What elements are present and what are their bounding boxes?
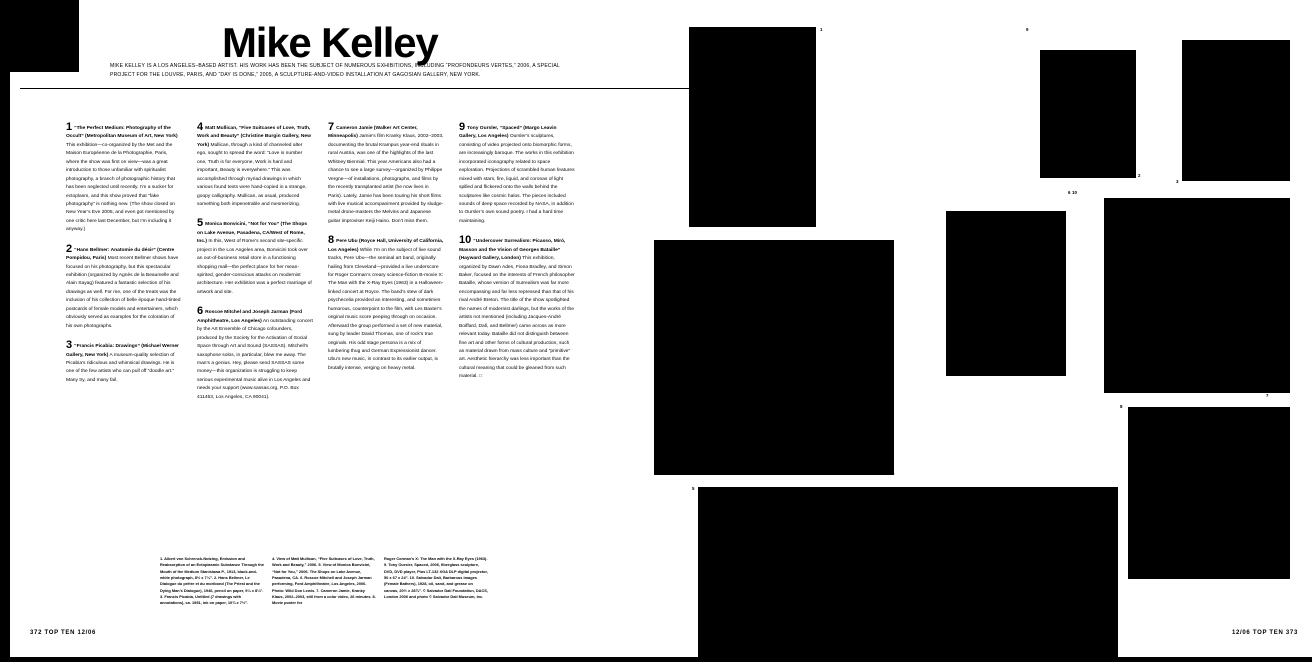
entry-number: 6 bbox=[197, 305, 204, 318]
plate-label-5: 5 bbox=[692, 486, 695, 491]
entry-body: A museum-quality selection of Picabia’s ridiculous and whimsical drawings. He is one of the few artists who can pull off “doodle art.” Many try, and many fail. bbox=[66, 352, 175, 383]
article-columns bbox=[66, 122, 644, 542]
list-item bbox=[66, 340, 182, 385]
page-corner-block bbox=[10, 0, 79, 72]
plate-image-1 bbox=[689, 27, 816, 227]
entry-number: 2 bbox=[66, 242, 73, 255]
entry-lead: Matt Mullican, “Five Suitcases of Love, Truth, Work and Beauty” (Christine Burgin Gallery, New York) bbox=[197, 126, 311, 148]
entry-body: This exhibition, organized by Dawn Ades, Fiona Bradley, and Simon Baker, focused on the interests of French philosopher Bataille, whose version of Surrealism was far more encompassing and far less repressed than that of his rival André Breton. The title of the show spotlighted the names of modernist darlings, but the works of the artists not mentioned (including Jacques-André Boiffard, Dalí, and Bellmer) came across as more relevant today. Bataille did not distinguish between fine art and other forms of cultural production, such as material drawn from mass culture and “primitive” art. Aesthetic hierarchy was less important than the cultural meaning that could be gleaned from such material. □ bbox=[459, 256, 575, 380]
header-rule bbox=[20, 88, 706, 89]
article-deck: MIKE KELLEY IS A LOS ANGELES–BASED ARTIST. HIS WORK HAS BEEN THE SUBJECT OF NUMEROUS EXHIBITIONS, INCLUDING “PROFONDEURS VERTES,” 2006, A SPECIAL PROJECT FOR THE LOUVRE, PARIS, AND “DAY IS DONE,” 2005, A SCULPTURE-AND-VIDEO INSTALLATION AT GAGOSIAN GALLERY, NEW YORK. bbox=[110, 63, 560, 78]
entry-lead: Pere Ubu (Royce Hall, University of California, Los Angeles) bbox=[328, 239, 444, 253]
plate-label-10: 10 bbox=[1072, 190, 1077, 195]
list-item bbox=[459, 122, 575, 226]
entry-lead: Roscoe Mitchel and Joseph Jarman (Ford Amphitheatre, Los Angeles) bbox=[197, 310, 303, 324]
entry-body: Jamie’s film Kranky Klaus, 2002–2003, documenting the brutal Krampus year-end rituals in rural Austria, was one of the highlights of the last Whitney Biennial. This year Americans also had a chance to see a large survey—organized by Philippe Vergne—of installations, photographs, and films by the recently transplanted artist (he now lives in Paris). Lately, Jamie has been touring his short films with live musical accompaniment provided by sludge-metal drone-masters the Melvins and Japanese guitar improviser Keiji Haino. Don’t miss them. bbox=[328, 134, 444, 224]
column-2 bbox=[197, 122, 313, 542]
plate-label-8: 8 bbox=[1120, 404, 1123, 409]
caption-column-1: 1. Albert von Schrenck-Notzing, Emission and Reabsorption of an Ectoplasmic Substance Through the Mouth of the Medium Stanislawa P., 1913, black-and-white photograph, 8½ x 7¼″. 2. Hans Bellmer, Le Dialogue du prêtre et du moribond (The Priest and the Dying Man’s Dialogue), 1946, pencil on paper, 9¼ x 8¼″. 3. Francis Picabia, Untitled (7 drawings with annotations), ca. 1951, ink on paper, 10¾ x 7½″. bbox=[160, 556, 264, 606]
entry-number: 3 bbox=[66, 339, 73, 352]
entry-number: 1 bbox=[66, 121, 73, 133]
list-item bbox=[197, 218, 313, 297]
list-item bbox=[459, 235, 575, 381]
entry-body: In this, West of Rome’s second site-specific project in the Los Angeles area, Bonvicini took over an out-of-business retail store in a functioning shopping mall—the perfect place for her mean-spirited, gender-conscious attacks on modernist architecture. Her exhibition was a perfect marriage of artwork and site. bbox=[197, 239, 312, 295]
entry-number: 7 bbox=[328, 121, 335, 133]
plate-label-1: 1 bbox=[820, 27, 823, 32]
captions-block bbox=[160, 556, 590, 607]
entry-lead: Tony Oursler, “Spaced” (Margo Leavin Gallery, Los Angeles) bbox=[459, 126, 557, 140]
entry-body: An outstanding concert by the Art Ensemble of Chicago cofounders, produced by the Society for the Activation of Social Space through Art and Sound (SASSAS). Mitchell’s saxophone solos, in particular, blew me away. The man’s a genius. Hey, please send SASSAS some money—this organization is struggling to keep serious experimental music alive in Los Angeles and needs your support (www.sassas.org, P.O. Box 411453, Los Angeles, CA 90041). bbox=[197, 318, 313, 400]
plate-label-4: 4 bbox=[892, 470, 895, 475]
column-4 bbox=[459, 122, 575, 542]
plate-image-2 bbox=[1040, 50, 1136, 178]
plate-label-6: 6 bbox=[1068, 190, 1071, 195]
entry-lead: Cameron Jamie (Walker Art Center, Minneapolis) bbox=[328, 126, 418, 140]
entry-lead: “Undercover Surrealism: Picasso, Miró, Masson and the Vision of Georges Bataille” (Hayward Gallery, London) bbox=[459, 239, 566, 262]
column-1 bbox=[66, 122, 182, 542]
plate-image-6 bbox=[946, 211, 1066, 376]
list-item bbox=[197, 306, 313, 402]
entry-body: While I’m on the subject of live sound tracks, Pere Ubu—the seminal art band, originally hailing from Cleveland—provided a live underscore for Roger Corman’s creary science-fiction B-movie X: The Man with the X-Ray Eyes (1963) in a Halloween-linked concert at Royce. The band’s stew of dark psychecelia provided an interesting, and sometimes humorous, counterpoint to the film, with Les Baxter’s original music score peeping through on occasion. Afterward the group performed a set of new material, sung by leader David Thomas, one of rock’s true originals. His odd stage persona is a mix of lumbering thug and German Expressionist dancer. Ubu’s new music, in contrast to its earlier output, is brutally intense, verging on heavy metal. bbox=[328, 247, 444, 371]
entry-number: 4 bbox=[197, 121, 204, 133]
plate-label-9: 9 bbox=[1026, 27, 1029, 32]
list-item bbox=[66, 244, 182, 331]
list-item bbox=[66, 122, 182, 235]
list-item bbox=[197, 122, 313, 209]
entry-body: Most recent Bellmer shows have focused on his photography, but this spectacular exhibition (organized by Agnès de la Beaumelle and Alain Sayag) featured a fantastic selection of his drawings as well. For me, one of the treats was the inclusion of his collection of belle époque hand-tinted postcards of female models and entertainers, which obviously served as examples for the coloration of his own photographs. bbox=[66, 256, 181, 329]
plate-label-7: 7 bbox=[1266, 393, 1269, 398]
folio-left: 372 TOP TEN 12/06 bbox=[30, 630, 97, 636]
entry-number: 10 bbox=[459, 234, 472, 247]
plate-label-2: 2 bbox=[1138, 173, 1141, 178]
caption-column-3: Roger Corman’s X: The Man with the X-Ray Eyes (1963). 9. Tony Oursler, Spaced, 2006, fiberglass sculpture, DVD, DVD player, Plus LT-132 XGA DLP digital projector, 50 x 67 x 24″. 10. Salvador Dalí, Barbarous Images (Female Bathers), 1928, oil, sand, and grease on canvas, 20½ x 28¾″. © Salvador Dalí Foundation, DACS, London 2006 and photo © Salvador Dalí Museum, Inc. bbox=[384, 556, 488, 599]
list-item bbox=[328, 235, 444, 373]
entry-body: Oursler’s sculptures, consisting of video projected onto biomorphic forms, are increasingly baroque. The works in this exhibition incorporated iconography related to space exploration. Projections of scrambled human features mixed with stars, fire, liquid, and coronas of light spilled and flickered onto the walls behind the sculptures like cosmic halos. The pieces included sounds of deep space recorded by NASA, in addition to Oursler’s own sound poetry. I had a hard time maintaining. bbox=[459, 134, 575, 224]
entry-lead: “Francis Picabia: Drawings” (Michael Werner Gallery, New York) bbox=[66, 344, 179, 358]
plate-image-3 bbox=[1182, 40, 1290, 181]
plate-label-3: 3 bbox=[1176, 179, 1179, 184]
entry-number: 5 bbox=[197, 217, 204, 230]
plate-image-4 bbox=[654, 240, 894, 475]
list-item bbox=[328, 122, 444, 226]
entry-lead: Monica Bonvicini, “Not for You” (The Shops on Lake Avenue, Pasadena, CA/West of Rome, Inc.) bbox=[197, 222, 308, 245]
folio-right: 12/06 TOP TEN 373 bbox=[1231, 630, 1298, 636]
page-title: Mike Kelley bbox=[222, 19, 438, 66]
entry-lead: “Hans Bellmer: Anatomie du désir” (Centre Pompidou, Paris) bbox=[66, 247, 175, 262]
plate-image-8 bbox=[1128, 407, 1290, 579]
plate-image-7 bbox=[1104, 198, 1290, 393]
entry-number: 8 bbox=[328, 234, 335, 247]
entry-body: Mullican, through a kind of channeled alter ego, sought to spread the word: “Love is number one, Truth is for everyone, Work is hard and important, Beauty is everywhere.” This was accomplished through myriad drawings in which various found texts were hand-copied in a strange, goopy calligraphy. Mullican, as usual, produced something both impenetrable and mesmerizing. bbox=[197, 142, 307, 207]
plate-image-5 bbox=[698, 487, 1118, 662]
caption-column-2: 4. View of Matt Mullican, “Five Suitcases of Love, Truth, Work and Beauty,” 2006. 5. View of Monica Bonvicini, “Not for You,” 2006. The Shops on Lake Avenue, Pasadena, CA. 6. Roscoe Mitchell and Joseph Jarman performing, Ford Amphitheatre, Los Angeles, 2006. Photo: Wild Don Lewis. 7. Cameron Jamie, Kranky Klaus, 2002–2003, still from a color video, 26 minutes. 8. Movie poster for bbox=[272, 556, 376, 606]
entry-number: 9 bbox=[459, 121, 466, 133]
left-page bbox=[10, 0, 696, 657]
right-page bbox=[692, 0, 1312, 657]
entry-lead: “The Perfect Medium: Photography of the Occult” (Metropolitan Museum of Art, New York) bbox=[66, 126, 178, 140]
entry-body: This exhibition—co-organized by the Met and the Maison Européenne de la Photographie, Paris, where the show was first on view—was a great introduction to those unfamiliar with spiritualist photography, a branch of photographic history that has been neglected until recently. I’m a sucker for ectoplasm, and this show proved that “fake photography” is nothing new. (The show closed on New Year’s Eve 2005, and even got mentioned by one critic here last December, but I’m including it anyway.) bbox=[66, 142, 176, 233]
column-3 bbox=[328, 122, 444, 542]
